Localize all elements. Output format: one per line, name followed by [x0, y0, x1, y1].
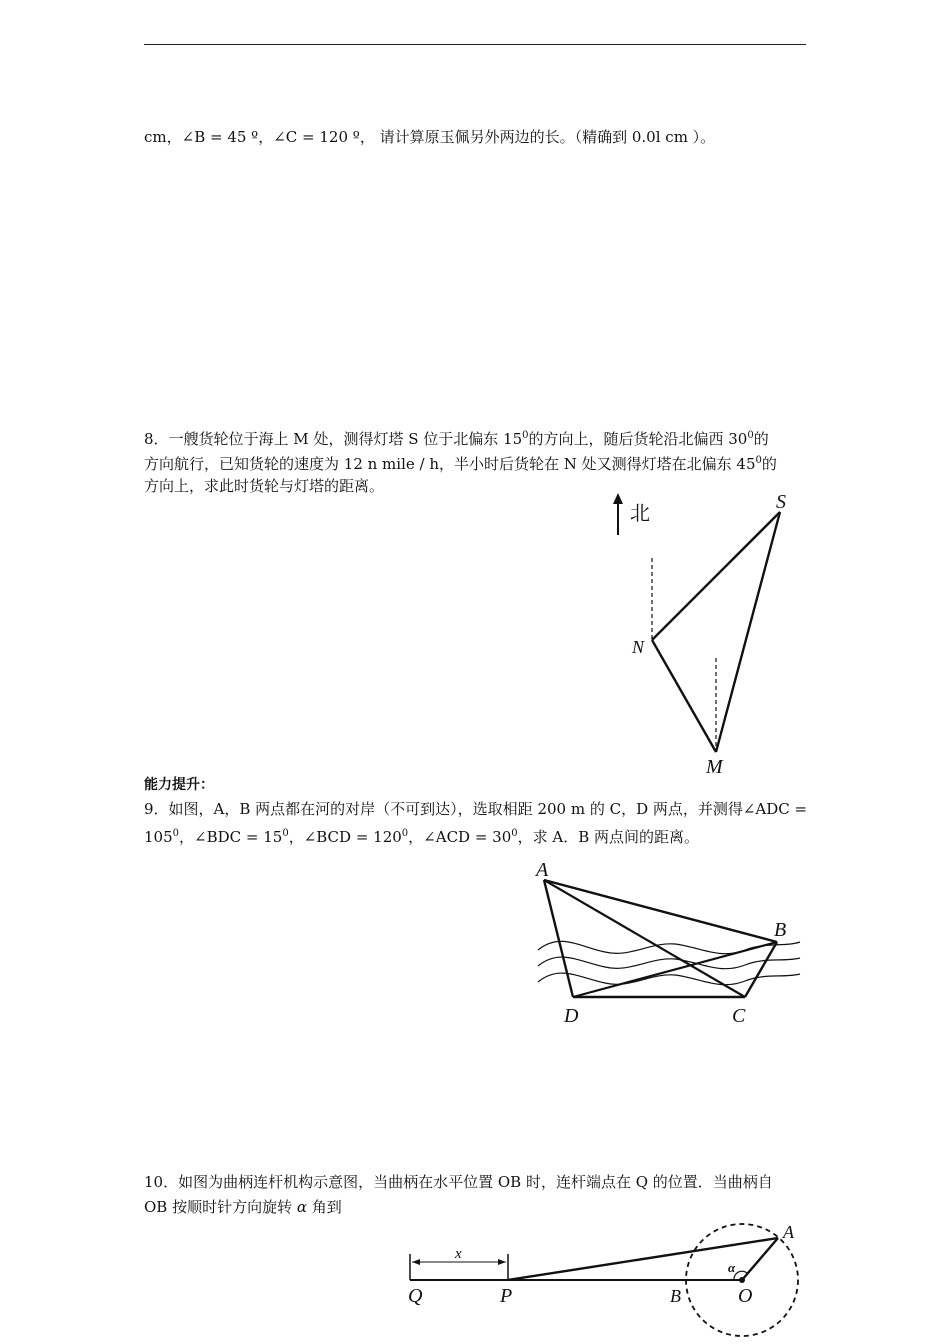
- crank-oa: [742, 1238, 778, 1280]
- q9-line-2: $105^0$，∠BDC = $15^0$，∠BCD = $120^0$，∠ACD = $30^0$，求 A．B 两点间的距离。: [144, 828, 700, 846]
- label-p: P: [500, 1285, 513, 1307]
- rod-pa: [508, 1238, 778, 1280]
- segment-ad: [544, 880, 573, 997]
- segment-ns: [652, 512, 780, 640]
- q10-figure: [400, 1218, 810, 1340]
- river-wave-2: [538, 957, 800, 969]
- q7-fragment-text: cm，∠B = 45 º，∠C = 120 º， 请计算原玉佩另外两边的长。（精确到 0.0l cm ）。: [144, 128, 716, 146]
- dimension-arrow-left: [412, 1259, 420, 1265]
- segment-ab: [544, 880, 777, 942]
- q9-figure: [530, 852, 810, 1032]
- q8-line-3: 方向上，求此时货轮与灯塔的距离。: [144, 477, 385, 495]
- label-a: A: [536, 859, 549, 881]
- label-b: B: [670, 1286, 681, 1306]
- label-b: B: [774, 919, 787, 941]
- pivot-o: [739, 1277, 745, 1283]
- label-alpha: α: [728, 1260, 736, 1275]
- segment-mn: [652, 640, 716, 752]
- q10-line-1: 10．如图为曲柄连杆机构示意图，当曲柄在水平位置 OB 时，连杆端点在 Q 的位置．当曲柄自: [144, 1173, 773, 1191]
- label-x: x: [455, 1246, 462, 1262]
- label-n: N: [632, 637, 645, 657]
- label-d: D: [564, 1005, 579, 1027]
- label-q: Q: [408, 1285, 423, 1307]
- dimension-arrow-right: [498, 1259, 506, 1265]
- q8-line-2: 方向航行，已知货轮的速度为 12 n mile / h，半小时后货轮在 N 处又测得灯塔在北偏东 $45^0$的: [144, 455, 777, 473]
- label-s: S: [776, 491, 786, 513]
- segment-db: [573, 942, 777, 997]
- label-c: C: [732, 1005, 746, 1027]
- label-a: A: [783, 1222, 794, 1242]
- north-arrow-icon: [613, 493, 623, 504]
- q10-line-2: OB 按顺时针方向旋转 α 角到: [144, 1198, 342, 1216]
- header-rule: [144, 44, 806, 45]
- q8-line-1: 8．一艘货轮位于海上 M 处，测得灯塔 S 位于北偏东 $15^0$的方向上，随后货轮沿北偏西 $30^0$的: [144, 430, 769, 448]
- section-heading: 能力提升：: [144, 777, 214, 793]
- q9-line-1: 9．如图，A，B 两点都在河的对岸（不可到达），选取相距 200 m 的 C，D 两点，并测得∠ADC =: [144, 800, 808, 818]
- north-label: 北: [630, 503, 650, 525]
- segment-sm: [716, 512, 780, 752]
- q8-figure: [600, 490, 810, 780]
- river-wave-3: [538, 973, 800, 985]
- label-m: M: [706, 756, 723, 778]
- label-o: O: [738, 1285, 753, 1307]
